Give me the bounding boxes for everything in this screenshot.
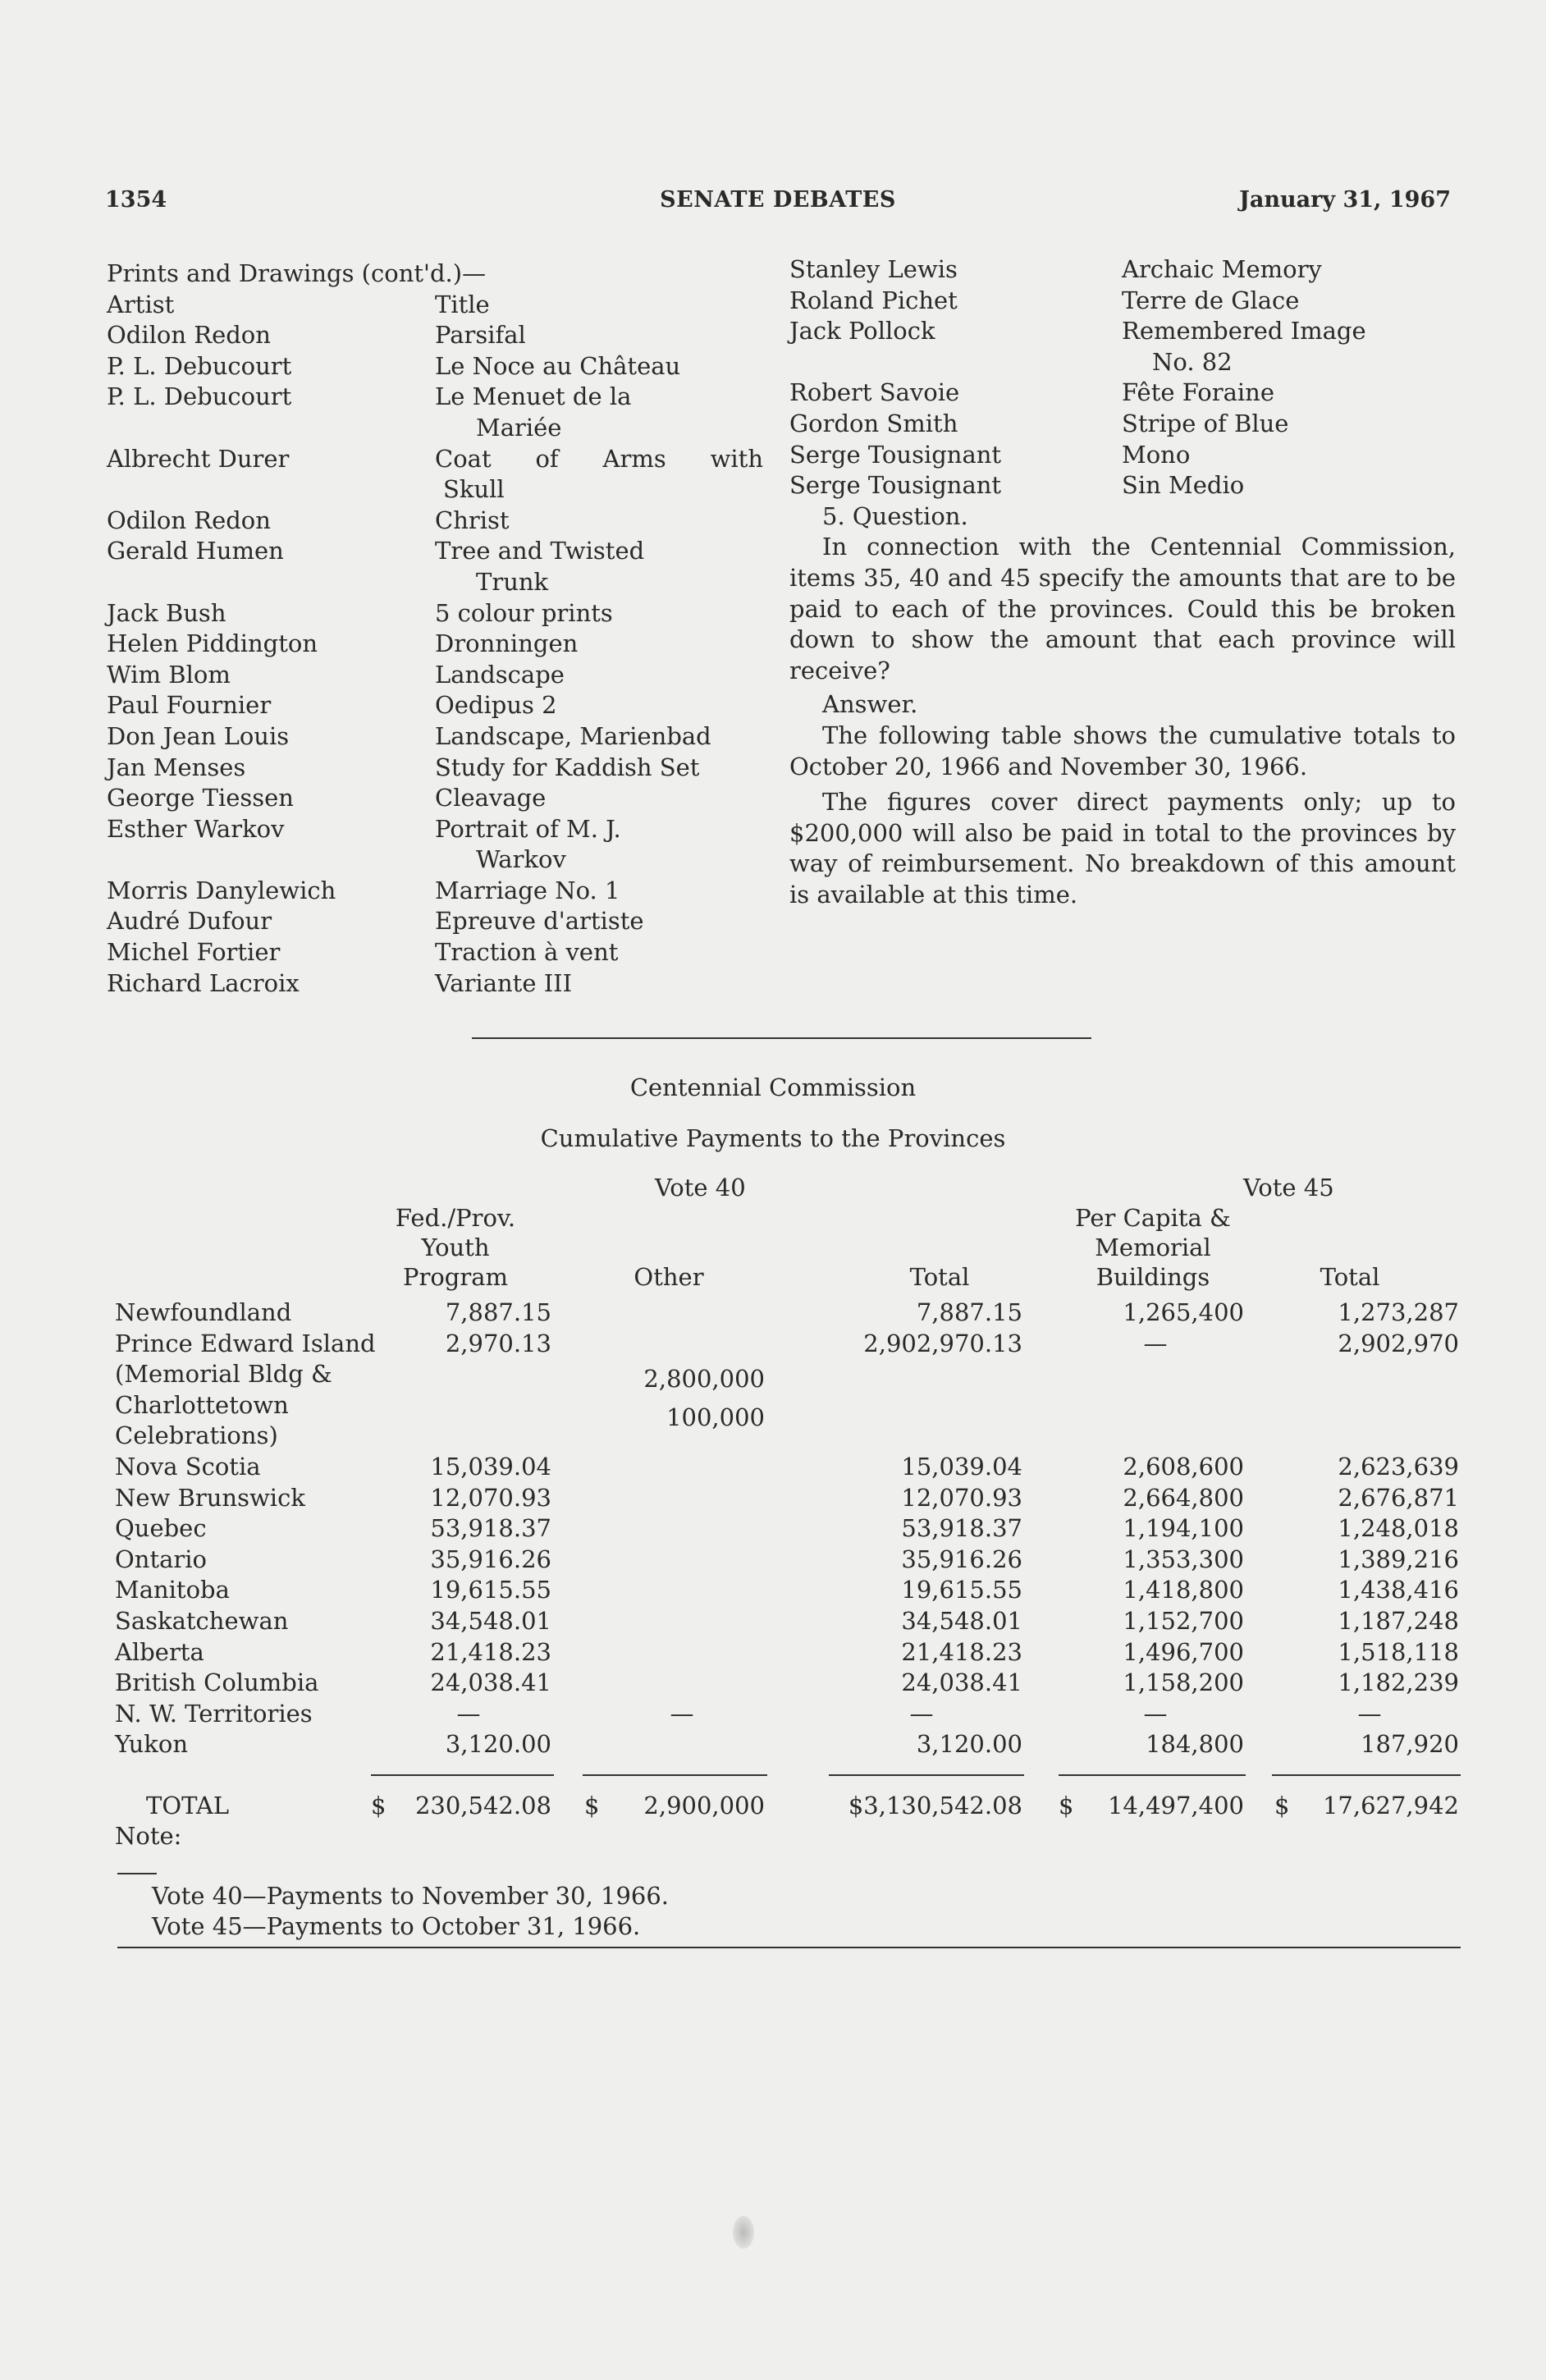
print-row: [107, 968, 771, 1000]
print-artist: P. L. Debucourt: [107, 351, 292, 380]
print-artist: Michel Fortier: [107, 938, 281, 967]
print-row: [789, 378, 1456, 409]
print-row: [107, 690, 771, 721]
total-percap: 14,497,400: [1107, 1792, 1244, 1819]
print-title: Epreuve d'artiste: [435, 907, 644, 936]
total-youth: 230,542.08: [414, 1792, 551, 1819]
page-number: 1354: [105, 187, 167, 213]
table-cell-percap: 1,152,700: [1123, 1607, 1244, 1635]
print-title: Coat of Arms with: [435, 444, 763, 473]
total-percap-sym: $: [1059, 1792, 1074, 1819]
artist-header: Artist: [107, 290, 175, 318]
table-row-label: Manitoba: [115, 1576, 230, 1604]
print-title: Portrait of M. J.: [435, 814, 621, 843]
print-title: Le Noce au Château: [435, 351, 681, 380]
print-artist: Helen Piddington: [107, 629, 318, 658]
right-column: [789, 254, 1456, 910]
print-title: Cleavage: [435, 784, 547, 812]
print-artist: Stanley Lewis: [789, 255, 958, 283]
print-title-continued: Skull: [443, 475, 505, 504]
print-artist: George Tiessen: [107, 784, 294, 812]
print-title-continued: Warkov: [476, 845, 566, 874]
print-artist: Richard Lacroix: [107, 968, 300, 997]
underline-total40: [829, 1774, 1024, 1776]
table-cell-percap: 1,265,400: [1123, 1298, 1244, 1326]
print-artist: P. L. Debucourt: [107, 382, 292, 411]
print-row: [107, 783, 771, 814]
print-artist: Wim Blom: [107, 660, 231, 689]
print-title: Study for Kaddish Set: [435, 753, 700, 781]
print-artist: Esther Warkov: [107, 814, 285, 843]
table-cell-youth: 3,120.00: [445, 1730, 551, 1759]
table-cell-total45: 1,518,118: [1338, 1637, 1459, 1666]
print-artist: Odilon Redon: [107, 321, 271, 350]
print-artist: Robert Savoie: [789, 378, 960, 407]
print-artist: Roland Pichet: [789, 286, 958, 314]
table-cell-total45: 1,187,248: [1338, 1607, 1459, 1635]
print-row: [107, 876, 771, 907]
print-row: [107, 444, 771, 475]
print-artist: Albrecht Durer: [107, 444, 290, 473]
total-vote45-sym: $: [1274, 1792, 1290, 1819]
table-row-label: Prince Edward Island: [115, 1329, 376, 1357]
page-date: January 31, 1967: [1239, 187, 1451, 213]
table-cell-youth: 19,615.55: [430, 1576, 551, 1604]
table-cell-total45: 2,902,970: [1338, 1329, 1459, 1357]
table-cell-total40: 34,548.01: [901, 1607, 1022, 1635]
print-title: Landscape: [435, 660, 565, 689]
print-row: [107, 753, 771, 784]
print-title: Mono: [1122, 440, 1191, 469]
print-title: Landscape, Marienbad: [435, 721, 711, 750]
youth-column-header: Fed./Prov. Youth Program: [395, 1204, 516, 1291]
print-row: [789, 316, 1456, 347]
table-cell-total40: 2,902,970.13: [863, 1329, 1022, 1357]
table-cell-youth: 7,887.15: [445, 1298, 551, 1326]
vote40-header: Vote 40: [655, 1174, 746, 1201]
print-artist: Gordon Smith: [789, 409, 958, 437]
table-cell-youth: 15,039.04: [430, 1453, 551, 1481]
note-vote45: Vote 45—Payments to October 31, 1966.: [152, 1912, 641, 1940]
print-row: [107, 906, 771, 937]
underline-other: [583, 1774, 767, 1776]
table-row-label: Ontario: [115, 1545, 207, 1573]
table-row-label: Yukon: [115, 1730, 189, 1759]
table-row-label: British Columbia: [115, 1668, 319, 1697]
table-cell-total45: 1,389,216: [1338, 1545, 1459, 1573]
table-cell-total40: 12,070.93: [901, 1483, 1022, 1512]
print-title-continued: No. 82: [1152, 347, 1233, 376]
print-row: [789, 409, 1456, 440]
table-row-label: Alberta: [115, 1637, 204, 1666]
answer-paragraph-2: The figures cover direct payments only; up to $200,000 will also be paid in total to the provinces by way of reimbursement. No breakdown of this amount is available at this time.: [789, 788, 1456, 909]
total-other-sym: $: [584, 1792, 600, 1819]
print-title: Remembered Image: [1122, 317, 1366, 346]
print-title: Sin Medio: [1122, 471, 1245, 500]
print-title: Oedipus 2: [435, 691, 557, 720]
print-row: [789, 470, 1456, 501]
print-title: Marriage No. 1: [435, 876, 620, 904]
table-cell-other: —: [670, 1699, 694, 1728]
percap-column-header: Per Capita & Memorial Buildings: [1075, 1204, 1231, 1291]
prints-left-list: [107, 320, 771, 999]
table-cell-percap: 1,496,700: [1123, 1637, 1244, 1666]
table-cell-total45: 187,920: [1361, 1730, 1459, 1759]
question-label: 5. Question.: [822, 501, 968, 530]
table-cell-youth: 34,548.01: [430, 1607, 551, 1635]
table-cell-percap: 1,353,300: [1123, 1545, 1244, 1573]
other-column-header: Other: [633, 1263, 704, 1291]
page-title: SENATE DEBATES: [660, 187, 896, 213]
print-title: Traction à vent: [435, 938, 619, 967]
table-cell-total40: —: [909, 1699, 934, 1728]
print-artist: Morris Danylewich: [107, 876, 336, 904]
print-artist: Jack Bush: [107, 598, 226, 627]
print-row: [107, 660, 771, 691]
print-title: Terre de Glace: [1122, 286, 1300, 314]
prints-heading: Prints and Drawings (cont'd.)—: [107, 259, 487, 287]
print-row: [107, 320, 771, 351]
table-row-label: Charlottetown: [115, 1390, 289, 1419]
note-vote40: Vote 40—Payments to November 30, 1966.: [152, 1882, 670, 1910]
note-label: Note:: [115, 1822, 182, 1850]
table-cell-other: 2,800,000: [643, 1365, 765, 1394]
table-cell-youth: 21,418.23: [430, 1637, 551, 1666]
print-row: [107, 598, 771, 629]
bottom-rule: [117, 1947, 1461, 1948]
page-header: [105, 187, 1451, 220]
table-cell-youth: 53,918.37: [430, 1514, 551, 1543]
table-cell-total45: 1,273,287: [1338, 1298, 1459, 1326]
print-title: Christ: [435, 506, 510, 534]
print-artist: Don Jean Louis: [107, 721, 290, 750]
table-row-label: (Memorial Bldg &: [115, 1360, 332, 1389]
table-cell-total40: 35,916.26: [901, 1545, 1022, 1573]
print-row: [107, 382, 771, 413]
table-cell-percap: 2,608,600: [1123, 1453, 1244, 1481]
table-cell-youth: 12,070.93: [430, 1483, 551, 1512]
print-artist: Gerald Humen: [107, 537, 284, 565]
vote45-total-header: Total: [1320, 1263, 1380, 1291]
table-cell-percap: 1,418,800: [1123, 1576, 1244, 1604]
table-cell-total40: 3,120.00: [916, 1730, 1022, 1759]
print-title: Parsifal: [435, 321, 526, 350]
table-cell-total40: 15,039.04: [901, 1453, 1022, 1481]
print-artist: Serge Tousignant: [789, 440, 1002, 469]
print-row: [107, 536, 771, 567]
print-row: [107, 721, 771, 753]
print-row: [107, 506, 771, 537]
total-other: 2,900,000: [643, 1792, 765, 1819]
print-artist: Jan Menses: [107, 753, 246, 781]
table-cell-total45: 2,623,639: [1338, 1453, 1459, 1481]
table-row-label: Saskatchewan: [115, 1607, 289, 1635]
table-title: Centennial Commission: [629, 1073, 917, 1101]
table-row-label: Celebrations): [115, 1421, 278, 1450]
table-cell-total40: 7,887.15: [916, 1298, 1022, 1326]
total-vote45: 17,627,942: [1322, 1792, 1459, 1819]
table-cell-total45: 1,248,018: [1338, 1514, 1459, 1543]
question-text: In connection with the Centennial Commission, items 35, 40 and 45 specify the amounts that are to be paid to each of the provinces. Could this be broken down to show the amount that each province will receive?: [789, 533, 1456, 684]
print-row: [107, 351, 771, 382]
print-artist: Odilon Redon: [107, 506, 271, 534]
answer-paragraph-1: The following table shows the cumulative totals to October 20, 1966 and November 30, 1966.: [789, 721, 1456, 780]
table-row-label: Quebec: [115, 1514, 207, 1543]
print-title: Variante III: [435, 968, 573, 997]
print-artist: Paul Fournier: [107, 691, 272, 720]
print-row: [789, 286, 1456, 317]
table-cell-total40: 53,918.37: [901, 1514, 1022, 1543]
print-title: Le Menuet de la: [435, 382, 632, 411]
print-row: [107, 629, 771, 660]
table-cell-youth: 35,916.26: [430, 1545, 551, 1573]
table-cell-total40: 24,038.41: [901, 1668, 1022, 1697]
table-cell-total45: 1,182,239: [1338, 1668, 1459, 1697]
table-cell-total45: 2,676,871: [1338, 1483, 1459, 1512]
total-youth-sym: $: [371, 1792, 386, 1819]
table-cell-percap: —: [1143, 1329, 1168, 1357]
total-vote40: $3,130,542.08: [848, 1792, 1022, 1819]
note-dash: [117, 1873, 157, 1874]
table-subtitle: Cumulative Payments to the Provinces: [540, 1124, 1006, 1152]
print-title: Stripe of Blue: [1122, 409, 1289, 437]
print-title: 5 colour prints: [435, 598, 613, 627]
underline-percap: [1059, 1774, 1246, 1776]
table-cell-other: 100,000: [666, 1403, 765, 1432]
print-title: Tree and Twisted: [435, 537, 645, 565]
print-title: Fête Foraine: [1122, 378, 1274, 407]
print-title: Dronningen: [435, 629, 579, 658]
table-row-label: Newfoundland: [115, 1298, 292, 1326]
table-cell-percap: —: [1143, 1699, 1168, 1728]
title-header: Title: [435, 290, 490, 318]
table-cell-total40: 19,615.55: [901, 1576, 1022, 1604]
vote40-total-header: Total: [909, 1263, 970, 1291]
table-cell-total40: 21,418.23: [901, 1637, 1022, 1666]
print-artist: Serge Tousignant: [789, 471, 1002, 500]
underline-youth: [371, 1774, 554, 1776]
table-cell-percap: 1,194,100: [1123, 1514, 1244, 1543]
print-title-continued: Mariée: [476, 413, 562, 442]
total-label: TOTAL: [146, 1792, 230, 1819]
table-cell-total45: 1,438,416: [1338, 1576, 1459, 1604]
print-artist: Audré Dufour: [107, 907, 272, 936]
print-title-continued: Trunk: [476, 567, 549, 596]
table-cell-youth: 24,038.41: [430, 1668, 551, 1697]
prints-column-headers: [107, 290, 771, 321]
print-artist: Jack Pollock: [789, 317, 935, 346]
answer-label: Answer.: [822, 690, 918, 719]
print-title: Archaic Memory: [1122, 255, 1322, 283]
table-cell-percap: 1,158,200: [1123, 1668, 1244, 1697]
table-cell-youth: —: [456, 1699, 481, 1728]
print-row: [789, 254, 1456, 286]
table-row-label: Nova Scotia: [115, 1453, 261, 1481]
print-row: [789, 440, 1456, 471]
print-smudge: [733, 2216, 754, 2249]
table-row-label: N. W. Territories: [115, 1699, 313, 1728]
vote45-header: Vote 45: [1243, 1174, 1334, 1201]
table-cell-youth: 2,970.13: [445, 1329, 551, 1357]
print-row: [107, 937, 771, 968]
section-divider: [472, 1037, 1091, 1039]
underline-total45: [1272, 1774, 1461, 1776]
table-cell-percap: 184,800: [1146, 1730, 1244, 1759]
print-row: [107, 814, 771, 845]
prints-right-list: [789, 254, 1456, 501]
table-cell-total45: —: [1357, 1699, 1382, 1728]
prints-left-column: [107, 259, 771, 999]
table-cell-percap: 2,664,800: [1123, 1483, 1244, 1512]
table-row-label: New Brunswick: [115, 1483, 305, 1512]
